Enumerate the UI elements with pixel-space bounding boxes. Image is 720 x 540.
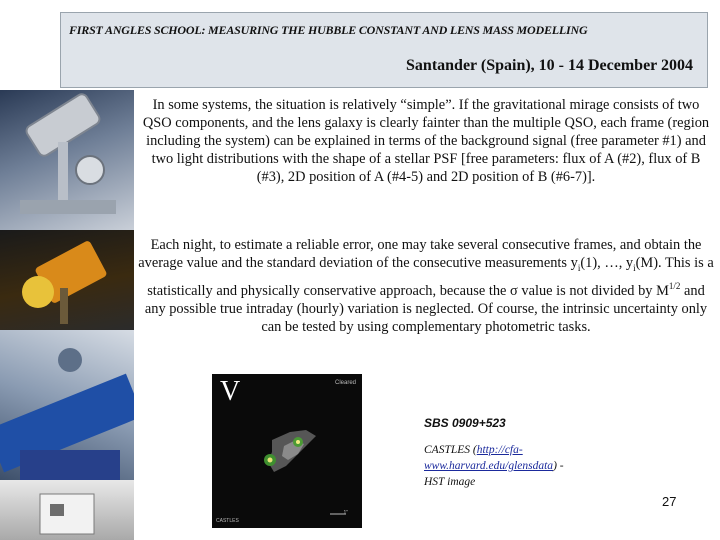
telescope-structure-drawing-2 [0, 230, 134, 330]
image-credit: CASTLES (http://cfa-www.harvard.edu/glensdata) - HST image [424, 444, 564, 488]
school-title: FIRST ANGLES SCHOOL: MEASURING THE HUBBLE CONSTANT AND LENS MASS MODELLING [69, 23, 588, 37]
paragraph-simple-systems: In some systems, the situation is relatively “simple”. If the gravitational mirage consists of two QSO components, and the lens galaxy is clearly fainter than the multiple QSO, each frame (region including the system) can be explained in terms of the background signal (free parameter #1) and two light distributions with the shape of a stellar PSF [free parameters: flux of A (#2), flux of B (#3), 2D position of A (#4-5) and 2D position of B (#6-7)]. [142, 97, 710, 185]
telescope-photo-1 [0, 90, 134, 230]
castles-link[interactable]: http://cfa-www.harvard.edu/glensdata [424, 444, 554, 472]
telescope-photo-2 [0, 230, 134, 330]
hst-lens-image [212, 374, 362, 528]
telescope-photo-strip [0, 90, 134, 540]
telescope-structure-drawing-3 [0, 330, 134, 480]
image-footer-label: CASTLES [216, 518, 239, 524]
paragraph-nightly-error: Each night, to estimate a reliable error, one may take several consecutive frames, and obtain the average value and the standard deviation of the consecutive measurements $y_i(1)$, …, $y_i(M)$. This is a statistically and physically conservative approach, because the σ value is not divided by $M^{1/2}$ and any possible true intraday (hourly) variation is neglected. Of course, the intrinsic uncertainty only can be tested by using complementary photometric tasks. [138, 237, 714, 335]
telescope-photo-4 [0, 480, 134, 540]
image-scale-label: 1" [343, 510, 348, 516]
image-corner-label: Cleared [334, 380, 356, 386]
observatory-building-drawing [0, 480, 134, 540]
telescope-structure-drawing-1 [0, 90, 134, 230]
object-name: SBS 0909+523 [424, 416, 506, 430]
header-banner [60, 12, 708, 88]
slide-number: 27 [662, 494, 677, 509]
filter-band-label: V [220, 376, 241, 407]
sigma-symbol: σ [510, 282, 518, 299]
telescope-photo-3 [0, 330, 134, 480]
venue-dates: Santander (Spain), 10 - 14 December 2004 [406, 57, 693, 74]
